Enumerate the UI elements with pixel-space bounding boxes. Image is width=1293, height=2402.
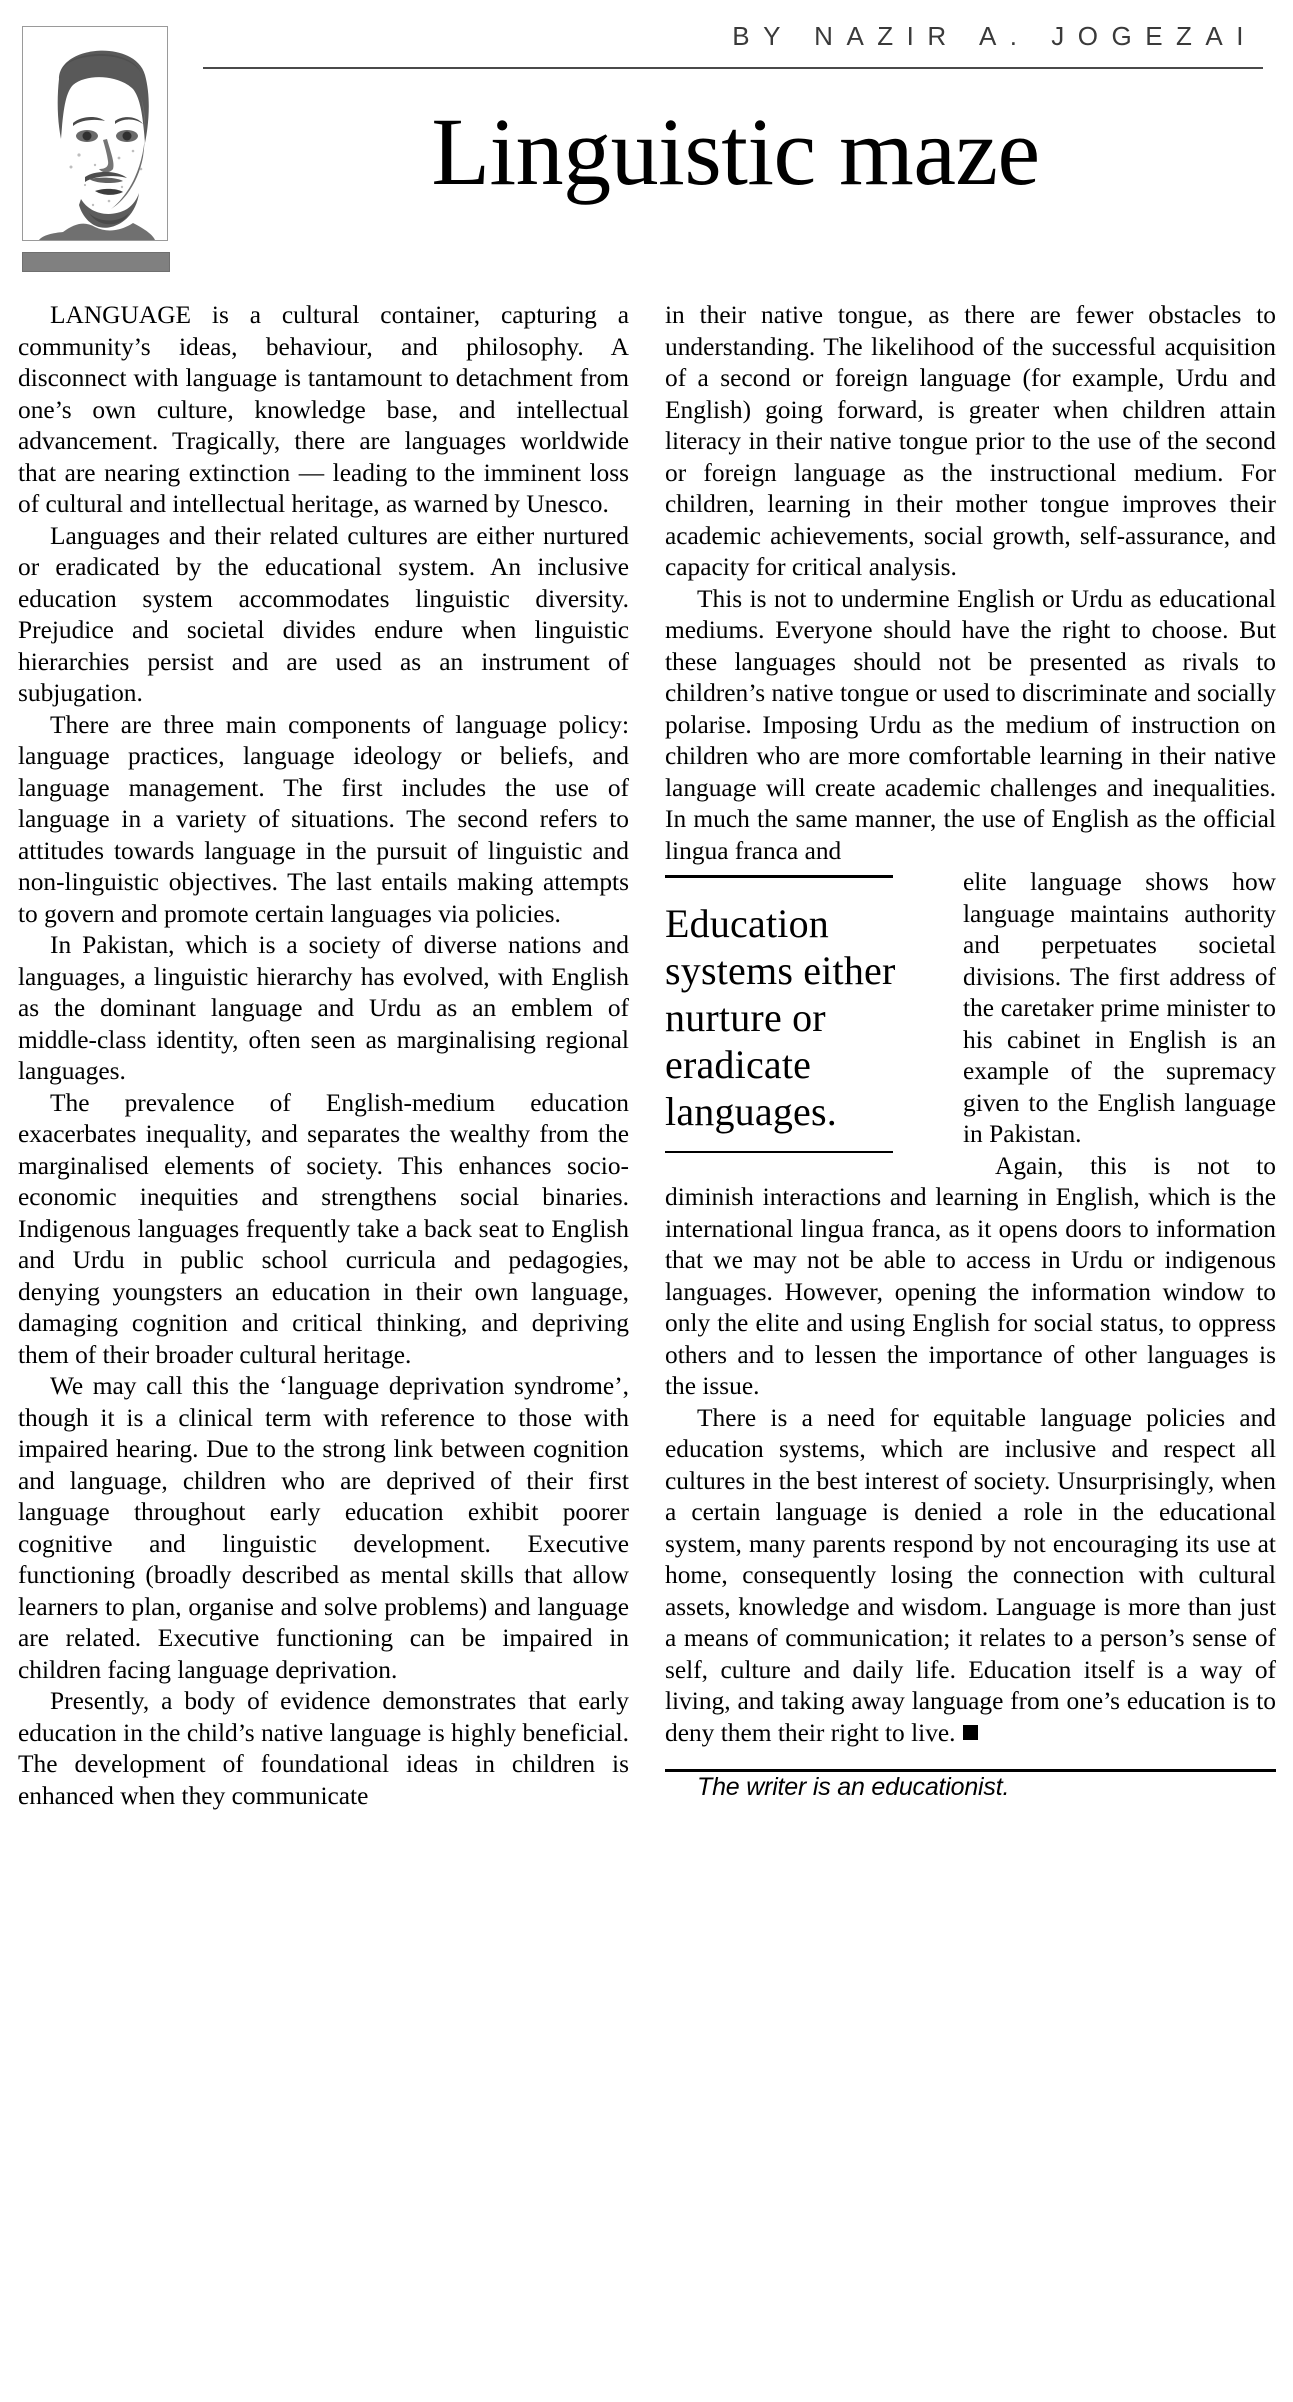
pull-quote bbox=[665, 875, 937, 1153]
end-mark-icon bbox=[963, 1725, 978, 1740]
pull-quote-rule-bottom bbox=[665, 1151, 893, 1153]
paragraph: in their native tongue, as there are fewer obstacles to understanding. The likelihood of the successful acquisition of a second or foreign language (for example, Urdu and English) going forward, is greater when children attain literacy in their native tongue prior to the use of the second or foreign language as the instructional medium. For children, learning in their mother tongue improves their academic achievements, social growth, self-assurance, and capacity for critical analysis. bbox=[665, 301, 1276, 581]
paragraph: The prevalence of English-medium education exacerbates inequality, and separates the wealthy from the marginalised elements of society. This enhances socio-economic inequities and strengthens social binaries. Indigenous languages frequently take a back seat to English and Urdu in public school curricula and pedagogies, denying youngsters an education in their own language, damaging cognition and critical thinking, and depriving them of their broader cultural heritage. bbox=[18, 1088, 629, 1369]
paragraph: This is not to undermine English or Urdu as educational mediums. Everyone should have the right to choose. But these languages should not be presented as rivals to children’s native tongue or used to discriminate and socially polarise. Imposing Urdu as the medium of instruction on children who are more comfortable learning in their native language will create academic challenges and inequalities. In much the same manner, the use of English as the official lingua franca and bbox=[665, 584, 1276, 865]
paragraph: Languages and their related cultures are either nurtured or eradicated by the educational system. An inclusive education system accommodates linguistic diversity. Prejudice and societal divides endure when linguistic hierarchies persist and are used as an instrument of subjugation. bbox=[18, 521, 629, 707]
photo-accent-bar bbox=[22, 252, 170, 272]
paragraph: In Pakistan, which is a society of diverse nations and languages, a linguistic hierarchy has evolved, with English as the dominant language and Urdu as an emblem of middle-class identity, often seen as marginalising regional languages. bbox=[18, 931, 629, 1085]
paragraph: elite language shows how language maintains authority and perpetuates societal divisions. The first address of the caretaker prime minister to his cabinet in English is an example of the supremacy given to the English language in Pakistan. bbox=[963, 868, 1276, 1148]
left-column bbox=[18, 300, 629, 1812]
author-portrait bbox=[22, 26, 168, 241]
article-body bbox=[18, 300, 1276, 1812]
paragraph-text: There is a need for equitable language policies and education systems, which are inclusive and respect all cultures in the best interest of society. Unsurprisingly, when a certain language is denied a role in the educational system, many parents respond by not encouraging its use at home, consequently losing the connection with cultural assets, knowledge and wisdom. Language is more than just a means of communication; it relates to a person’s sense of self, culture and daily life. Education itself is a way of living, and taking away language from one’s education is to deny them their right to live. bbox=[665, 1403, 1276, 1747]
writer-credit: The writer is an educationist. bbox=[697, 1773, 1010, 1801]
right-column bbox=[665, 300, 1276, 1812]
paragraph: There are three main components of language policy: language practices, language ideology or beliefs, and language management. The first includes the use of language in a variety of situations. The second refers to attitudes towards language in the pursuit of linguistic and non-linguistic objectives. The last entails making attempts to govern and promote certain languages via policies. bbox=[18, 710, 629, 928]
paragraph: Presently, a body of evidence demonstrates that early education in the child’s native language is highly beneficial. The development of foundational ideas in children is enhanced when they communicate bbox=[18, 1687, 629, 1810]
byline-text: BY NAZIR A. JOGEZAI bbox=[732, 21, 1257, 51]
byline-block bbox=[203, 22, 1263, 69]
author-photo-block bbox=[22, 26, 170, 272]
paragraph: We may call this the ‘language deprivation syndrome’, though it is a clinical term with reference to those with impaired hearing. Due to the strong link between cognition and language, children who are deprived of their first language throughout early education exhibit poorer cognitive and linguistic development. Executive functioning (broadly described as mental skills that allow learners to plan, organise and solve problems) and language are related. Executive functioning can be impaired in children facing language deprivation. bbox=[18, 1372, 629, 1684]
pull-quote-rule-top bbox=[665, 875, 893, 878]
paragraph bbox=[665, 1403, 1276, 1750]
author-portrait-halftone bbox=[23, 27, 167, 240]
paragraph: Again, this is not to diminish interactions and learning in English, which is the international lingua franca, as it opens doors to information that we may not be able to access in Urdu or indigenous languages. However, opening the information window to only the elite and using English for social status, to oppress others and to lessen the importance of other languages is the issue. bbox=[665, 1151, 1276, 1400]
article-masthead bbox=[0, 0, 1293, 300]
page-title: Linguistic maze bbox=[431, 98, 1040, 205]
pull-quote-text: Education systems either nurture or eradicate languages. bbox=[665, 901, 896, 1134]
paragraph: LANGUAGE is a cultural container, capturing a community’s ideas, behaviour, and philosophy. A disconnect with language is tantamount to detachment from one’s own culture, knowledge base, and intellectual advancement. Tragically, there are languages worldwide that are nearing extinction — leading to the imminent loss of cultural and intellectual heritage, as warned by Unesco. bbox=[18, 301, 629, 518]
byline-divider bbox=[203, 67, 1263, 69]
